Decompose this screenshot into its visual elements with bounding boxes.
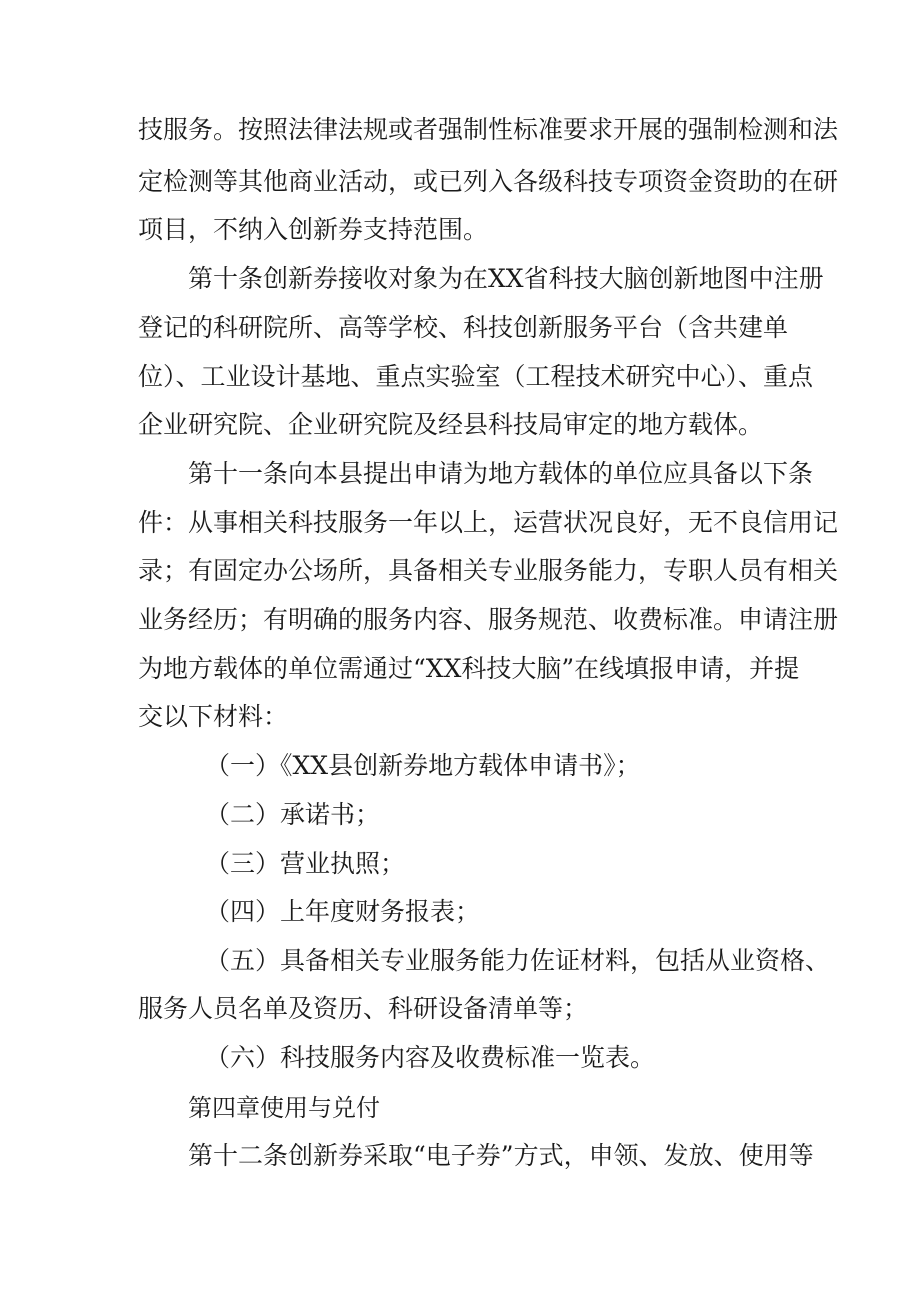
list-item: （六）科技服务内容及收费标准一览表。 xyxy=(205,1043,656,1072)
list-item: （一）《XX县创新券地方载体申请书》； xyxy=(205,751,641,780)
paragraph-line: 录；有固定办公场所，具备相关专业服务能力，专职人员有相关 xyxy=(138,556,839,585)
paragraph-line: 第十条创新券接收对象为在XX省科技大脑创新地图中注册 xyxy=(188,264,824,293)
paragraph-line: 交以下材料： xyxy=(138,702,289,731)
paragraph-line: 位）、工业设计基地、重点实验室（工程技术研究中心）、重点 xyxy=(138,362,814,391)
paragraph-line: 企业研究院、企业研究院及经县科技局审定的地方载体。 xyxy=(138,410,764,439)
list-item: （四）上年度财务报表； xyxy=(205,897,481,926)
chapter-heading: 第四章使用与兑付 xyxy=(188,1094,380,1122)
paragraph-line: 项目，不纳入创新券支持范围。 xyxy=(138,215,489,244)
paragraph-line: 件：从事相关科技服务一年以上，运营状况良好，无不良信用记 xyxy=(138,508,839,537)
list-item-continuation: 服务人员名单及资历、科研设备清单等； xyxy=(138,994,589,1023)
paragraph-line: 为地方载体的单位需通过“XX科技大脑”在线填报申请，并提 xyxy=(138,654,800,683)
paragraph-line: 第十一条向本县提出申请为地方载体的单位应具备以下条 xyxy=(188,459,814,488)
paragraph-line: 登记的科研院所、高等学校、科技创新服务平台（含共建单 xyxy=(138,313,789,342)
list-item: （五）具备相关专业服务能力佐证材料，包括从业资格、 xyxy=(205,946,831,975)
list-item: （三）营业执照； xyxy=(205,849,406,878)
paragraph-line: 第十二条创新券采取“电子券”方式，申领、发放、使用等 xyxy=(188,1141,814,1170)
list-item: （二）承诺书； xyxy=(205,800,381,829)
paragraph-line: 业务经历；有明确的服务内容、服务规范、收费标准。申请注册 xyxy=(138,605,839,634)
paragraph-line: 技服务。按照法律法规或者强制性标准要求开展的强制检测和法 xyxy=(138,115,839,144)
paragraph-line: 定检测等其他商业活动，或已列入各级科技专项资金资助的在研 xyxy=(138,167,839,196)
